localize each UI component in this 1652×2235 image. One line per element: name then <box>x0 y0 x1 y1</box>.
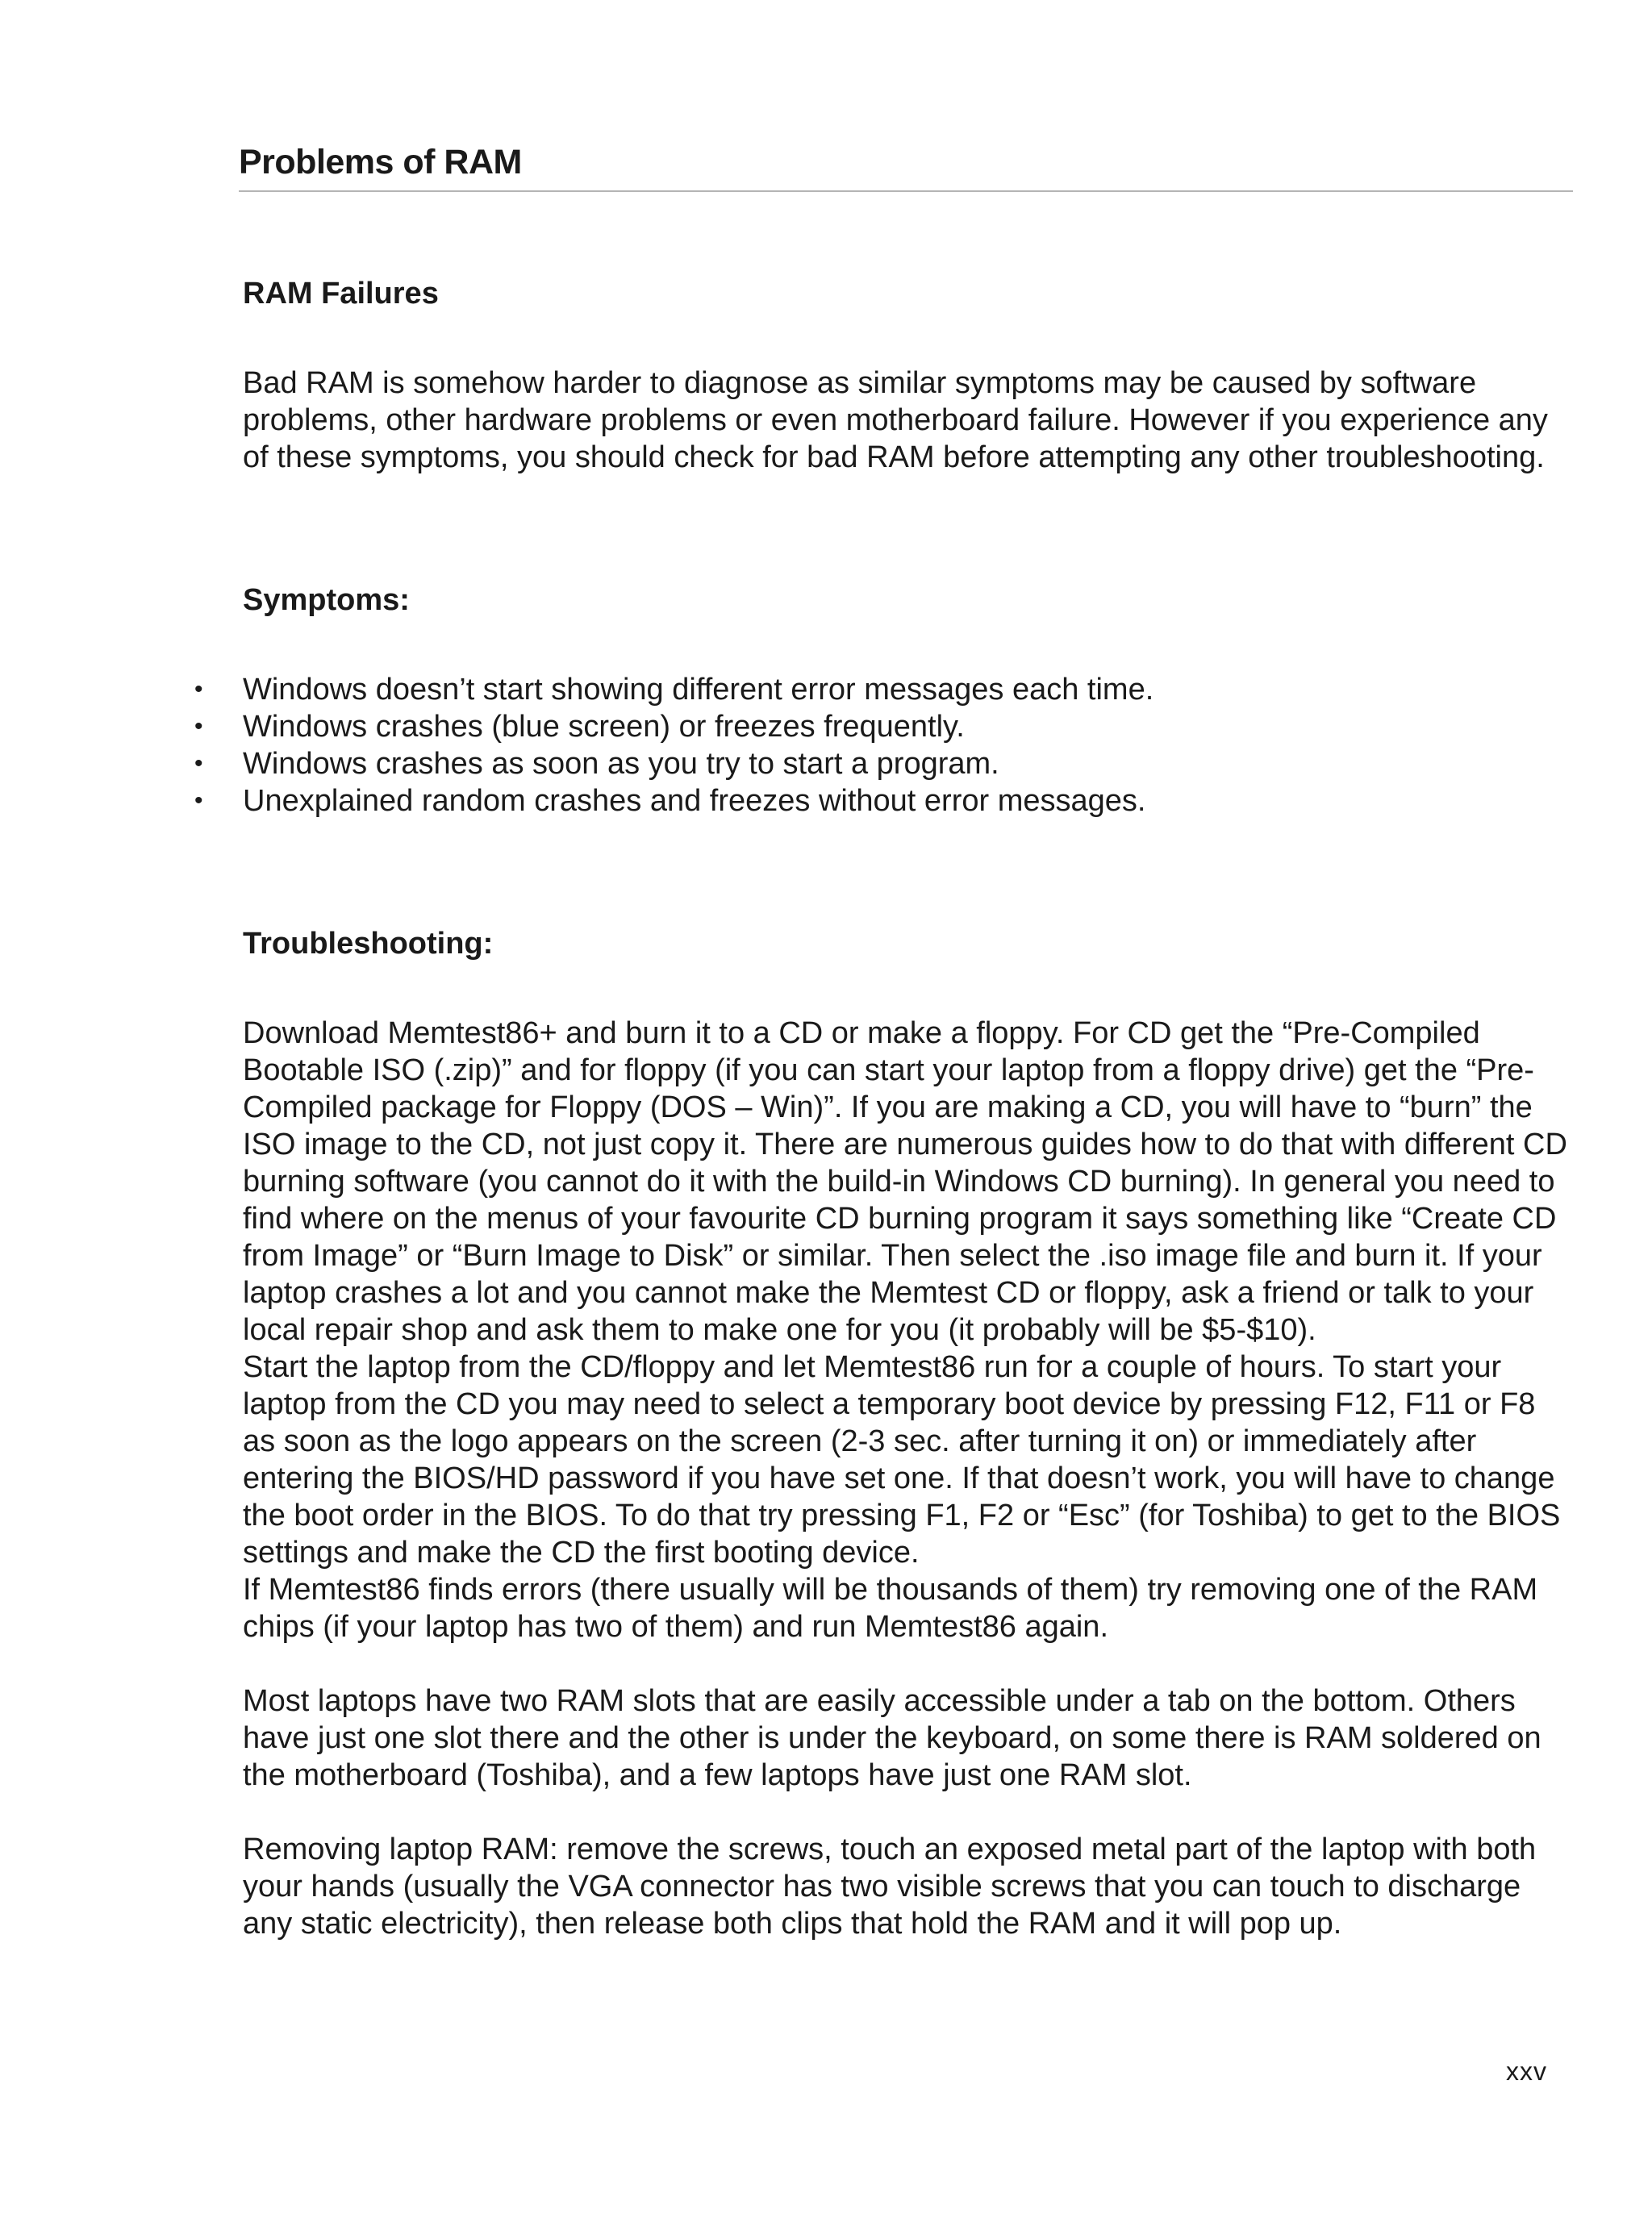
paragraph-intro: Bad RAM is somehow harder to diagnose as similar symptoms may be caused by software problems, other hardware problems or even motherboard failure. However if you experience any of these symptoms, you should check for bad RAM before attempting any other troubleshooting. <box>243 366 1548 474</box>
bullet-icon: • <box>194 713 203 740</box>
paragraph-ram-slots: Most laptops have two RAM slots that are easily accessible under a tab on the bottom. Others have just one slot there and the other is under the keyboard, on some there is RAM soldered on the motherboard (Toshiba), and a few laptops have just one RAM slot. <box>243 1684 1541 1792</box>
paragraph-download: Download Memtest86+ and burn it to a CD or make a floppy. For CD get the “Pre-Compiled Bootable ISO (.zip)” and for floppy (if you can start your laptop from a floppy drive) get the “Pre-Compiled package for Floppy (DOS – Win)”. If you are making a CD, you will have to “burn” the ISO image to the CD, not just copy it. There are numerous guides how to do that with different CD burning software (you cannot do it with the build-in Windows CD burning). In general you need to find where on the menus of your favourite CD burning program it says something like “Create CD from Image” or “Burn Image to Disk” or similar. Then select the .iso image file and burn it. If your laptop crashes a lot and you cannot make the Memtest CD or floppy, ask a friend or talk to your local repair shop and ask them to make one for you (it probably will be $5-$10). <box>243 1016 1567 1347</box>
heading-troubleshooting: Troubleshooting: <box>243 927 494 961</box>
list-item <box>194 671 1574 708</box>
page-number: xxv <box>1506 2057 1547 2086</box>
list-item <box>194 745 1574 782</box>
symptom-text: Unexplained random crashes and freezes without error messages. <box>243 784 1146 818</box>
paragraph-removing-ram: Removing laptop RAM: remove the screws, touch an exposed metal part of the laptop with both your hands (usually the VGA connector has two visible screws that you can touch to discharge any static electricity), then release both clips that hold the RAM and it will pop up. <box>243 1833 1537 1941</box>
symptom-text: Windows crashes as soon as you try to start a program. <box>243 747 999 781</box>
list-item <box>194 708 1574 745</box>
symptom-text: Windows doesn’t start showing different error messages each time. <box>243 673 1154 707</box>
bullet-icon: • <box>194 676 203 703</box>
bullet-icon: • <box>194 787 203 814</box>
page-content <box>194 271 1574 1942</box>
symptom-text: Windows crashes (blue screen) or freezes frequently. <box>243 710 965 744</box>
list-item <box>194 782 1574 819</box>
page-title: Problems of RAM <box>239 143 522 181</box>
bullet-icon: • <box>194 750 203 777</box>
symptoms-list <box>194 671 1574 819</box>
paragraph-errors: If Memtest86 finds errors (there usually will be thousands of them) try removing one of the RAM chips (if your laptop has two of them) and run Memtest86 again. <box>243 1573 1538 1644</box>
title-rule <box>239 139 1573 192</box>
paragraph-start-laptop: Start the laptop from the CD/floppy and let Memtest86 run for a couple of hours. To start your laptop from the CD you may need to select a temporary boot device by pressing F12, F11 or F8 as soon as the logo appears on the screen (2-3 sec. after turning it on) or immediately after entering the BIOS/HD password if you have set one. If that doesn’t work, you will have to change the boot order in the BIOS. To do that try pressing F1, F2 or “Esc” (for Toshiba) to get to the BIOS settings and make the CD the first booting device. <box>243 1350 1561 1570</box>
heading-symptoms: Symptoms: <box>243 583 410 617</box>
heading-ram-failures: RAM Failures <box>243 277 439 311</box>
